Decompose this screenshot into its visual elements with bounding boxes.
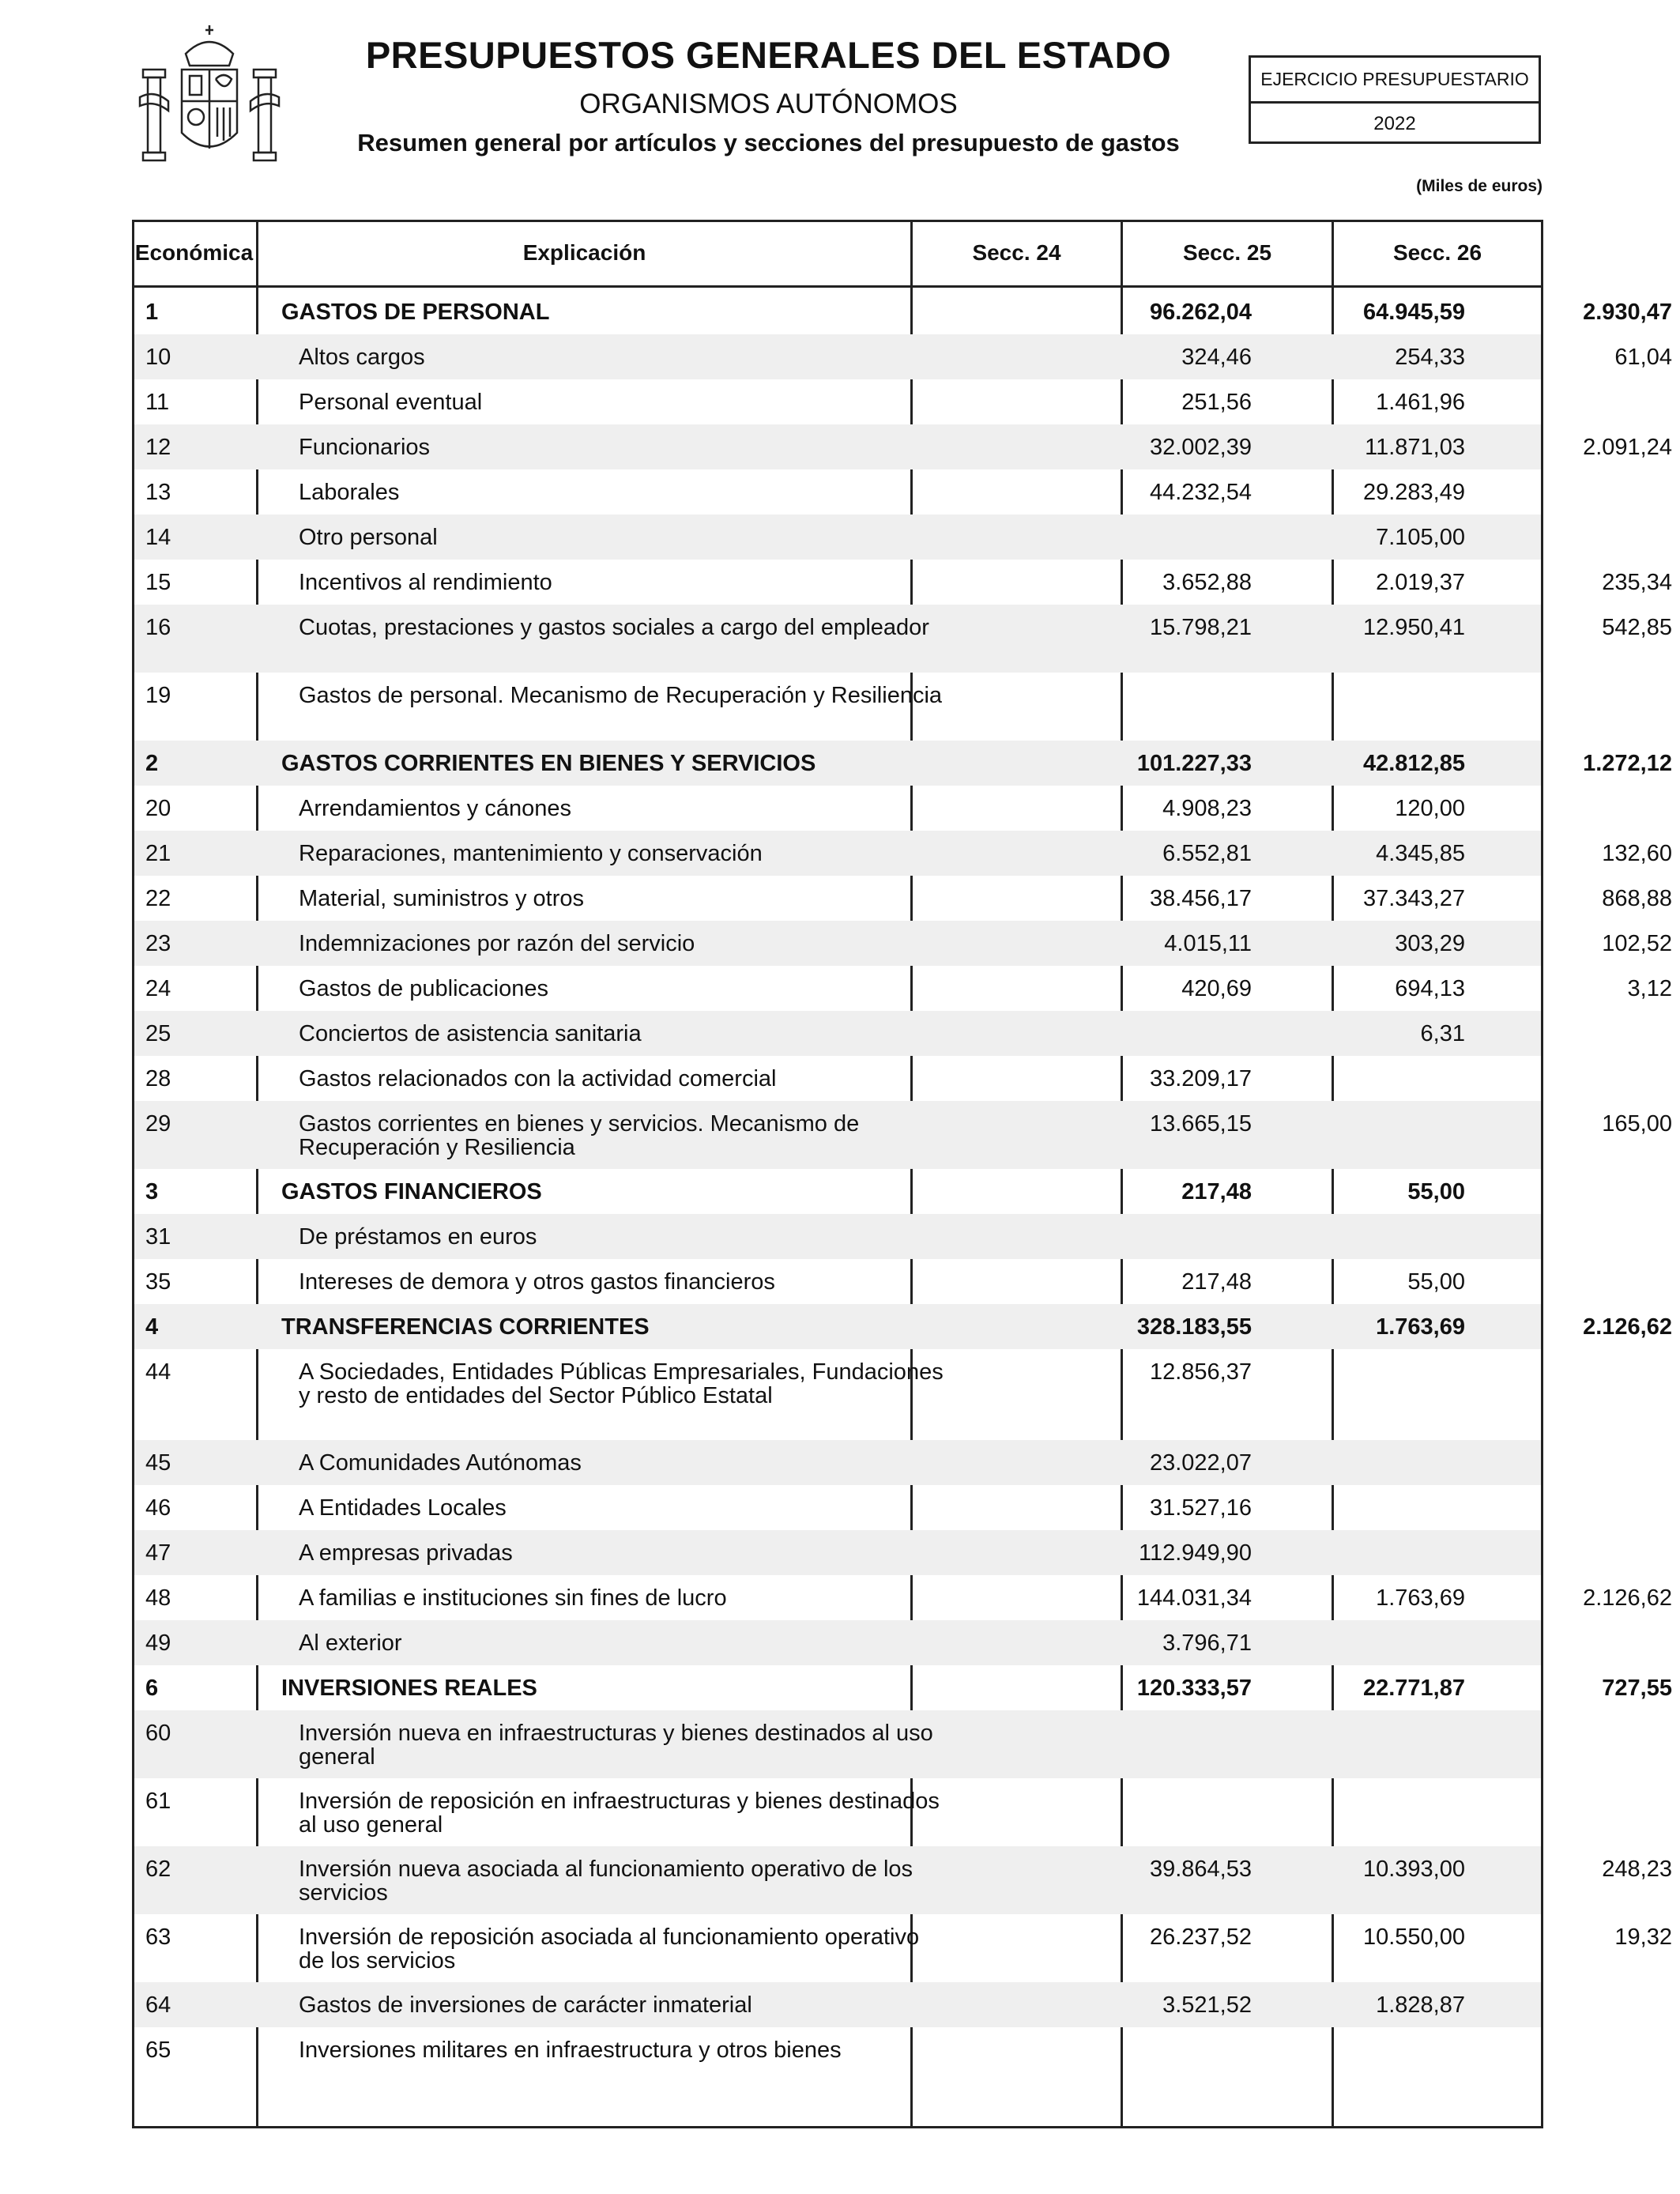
row-code: 13 (145, 480, 171, 505)
row-code: 31 (145, 1224, 171, 1250)
value-secc-24: 4.908,23 (1162, 796, 1252, 821)
table-row (134, 1056, 1541, 1101)
row-code: 11 (145, 390, 170, 415)
value-secc-25: 2.019,37 (1376, 570, 1465, 595)
table-row (134, 1914, 1672, 1982)
page-title: PRESUPUESTOS GENERALES DEL ESTADO (365, 34, 1172, 76)
row-description: Cuotas, prestaciones y gastos sociales a cargo del empleador (299, 615, 929, 640)
table-row (134, 673, 1541, 741)
value-secc-25: 64.945,59 (1362, 300, 1465, 325)
value-secc-24: 31.527,16 (1149, 1495, 1252, 1521)
table-row (134, 424, 1672, 469)
value-secc-26: 3,12 (1627, 976, 1672, 1001)
table-header (132, 220, 1543, 288)
row-description: Inversión de reposición en infraestructuras y bienes destinados al uso general (299, 1789, 940, 1838)
row-description: Inversión de reposición asociada al funcionamiento operativo de los servicios (299, 1924, 920, 1973)
value-secc-25: 694,13 (1395, 976, 1465, 1001)
row-description: A empresas privadas (299, 1540, 513, 1566)
value-secc-25: 4.345,85 (1376, 841, 1465, 866)
value-secc-25: 1.763,69 (1376, 1585, 1465, 1611)
row-description: Incentivos al rendimiento (299, 570, 552, 595)
value-secc-25: 303,29 (1395, 931, 1465, 956)
column-header-secc-26: Secc. 26 (1392, 240, 1482, 265)
row-code: 14 (145, 525, 171, 550)
value-secc-26: 1.272,12 (1583, 751, 1672, 776)
row-code: 24 (145, 976, 171, 1001)
row-code: 23 (145, 931, 171, 956)
value-secc-24: 44.232,54 (1149, 480, 1252, 505)
value-secc-25: 1.828,87 (1376, 1992, 1465, 2018)
table-row (134, 515, 1541, 560)
row-description: A familias e instituciones sin fines de lucro (299, 1585, 727, 1611)
value-secc-26: 165,00 (1602, 1111, 1672, 1137)
value-secc-25: 29.283,49 (1362, 480, 1465, 505)
row-description: Al exterior (299, 1630, 402, 1656)
value-secc-24: 101.227,33 (1136, 751, 1252, 776)
row-description: Inversiones militares en infraestructura y otros bienes (299, 2038, 842, 2063)
page-subtitle: ORGANISMOS AUTÓNOMOS (579, 89, 958, 119)
value-secc-24: 13.665,15 (1149, 1111, 1252, 1137)
value-secc-26: 235,34 (1602, 570, 1672, 595)
value-secc-26: 2.930,47 (1583, 300, 1672, 325)
table-row (134, 2027, 1541, 2120)
table-row (134, 1485, 1541, 1530)
value-secc-25: 12.950,41 (1362, 615, 1465, 640)
row-description: Conciertos de asistencia sanitaria (299, 1021, 642, 1046)
row-description: Gastos de publicaciones (299, 976, 548, 1001)
value-secc-26: 132,60 (1602, 841, 1672, 866)
row-code: 16 (145, 615, 171, 640)
row-code: 45 (145, 1450, 171, 1476)
table-row (134, 831, 1672, 876)
value-secc-26: 2.091,24 (1583, 435, 1672, 460)
row-code: 65 (145, 2038, 171, 2063)
table-row (134, 786, 1541, 831)
row-code: 64 (145, 1992, 171, 2018)
row-code: 49 (145, 1630, 171, 1656)
value-secc-26: 248,23 (1602, 1857, 1672, 1882)
table-row (134, 1620, 1541, 1665)
row-description: Gastos de personal. Mecanismo de Recuperación y Resiliencia (299, 683, 943, 708)
value-secc-24: 26.237,52 (1149, 1924, 1252, 1950)
row-description: Personal eventual (299, 390, 483, 415)
value-secc-24: 96.262,04 (1149, 300, 1252, 325)
value-secc-24: 6.552,81 (1162, 841, 1252, 866)
value-secc-25: 254,33 (1395, 345, 1465, 370)
table-body (134, 289, 1672, 2120)
row-description: Arrendamientos y cánones (299, 796, 571, 821)
table-row (134, 1575, 1672, 1620)
value-secc-26: 727,55 (1602, 1676, 1672, 1701)
value-secc-25: 37.343,27 (1362, 886, 1465, 911)
value-secc-24: 12.856,37 (1149, 1359, 1252, 1385)
row-code: 20 (145, 796, 171, 821)
table-row (134, 1169, 1541, 1214)
value-secc-25: 42.812,85 (1362, 751, 1465, 776)
value-secc-24: 251,56 (1181, 390, 1252, 415)
row-code: 3 (145, 1179, 159, 1204)
row-description: Otro personal (299, 525, 438, 550)
table-row (134, 921, 1672, 966)
row-description: GASTOS CORRIENTES EN BIENES Y SERVICIOS (281, 751, 816, 776)
table-row (134, 1778, 1541, 1846)
table-row (134, 1349, 1541, 1440)
table-row (134, 1665, 1672, 1710)
table-row (134, 1011, 1541, 1056)
row-code: 12 (145, 435, 171, 460)
value-secc-24: 3.521,52 (1162, 1992, 1252, 2018)
column-header-secc-24: Secc. 24 (972, 240, 1061, 265)
row-description: Altos cargos (299, 345, 425, 370)
table-row (134, 741, 1672, 786)
row-code: 19 (145, 683, 171, 708)
row-code: 2 (145, 751, 159, 776)
row-code: 44 (145, 1359, 171, 1385)
row-code: 61 (145, 1789, 171, 1814)
table-row (134, 876, 1672, 921)
value-secc-24: 33.209,17 (1149, 1066, 1252, 1091)
value-secc-25: 10.550,00 (1362, 1924, 1465, 1950)
value-secc-26: 2.126,62 (1583, 1585, 1672, 1611)
value-secc-24: 112.949,90 (1139, 1540, 1252, 1566)
value-secc-25: 55,00 (1407, 1179, 1465, 1204)
value-secc-25: 7.105,00 (1376, 525, 1465, 550)
value-secc-24: 3.652,88 (1162, 570, 1252, 595)
table-row (134, 289, 1672, 334)
value-secc-26: 542,85 (1602, 615, 1672, 640)
exercise-label: EJERCICIO PRESUPUESTARIO (1251, 58, 1539, 104)
table-row (134, 334, 1672, 379)
value-secc-24: 324,46 (1181, 345, 1252, 370)
row-description: Gastos relacionados con la actividad comercial (299, 1066, 777, 1091)
row-code: 21 (145, 841, 171, 866)
value-secc-24: 4.015,11 (1164, 931, 1252, 956)
table-row (134, 1101, 1672, 1169)
value-secc-26: 102,52 (1602, 931, 1672, 956)
column-header-secc-25: Secc. 25 (1182, 240, 1272, 265)
value-secc-24: 39.864,53 (1149, 1857, 1252, 1882)
table-row (134, 1846, 1672, 1914)
row-description: Indemnizaciones por razón del servicio (299, 931, 695, 956)
row-code: 48 (145, 1585, 171, 1611)
value-secc-25: 10.393,00 (1362, 1857, 1465, 1882)
value-secc-26: 61,04 (1614, 345, 1672, 370)
table-row (134, 966, 1672, 1011)
row-code: 46 (145, 1495, 171, 1521)
value-secc-24: 23.022,07 (1149, 1450, 1252, 1476)
value-secc-25: 1.763,69 (1376, 1314, 1465, 1340)
column-header-economica: Económica (134, 240, 254, 265)
value-secc-25: 11.871,03 (1365, 435, 1465, 460)
row-description: Intereses de demora y otros gastos financieros (299, 1269, 775, 1295)
exercise-year: 2022 (1373, 113, 1416, 134)
row-code: 35 (145, 1269, 171, 1295)
coat-of-arms-icon (130, 22, 288, 180)
value-secc-25: 1.461,96 (1376, 390, 1465, 415)
table-row (134, 469, 1541, 515)
row-description: Reparaciones, mantenimiento y conservación (299, 841, 763, 866)
value-secc-24: 144.031,34 (1136, 1585, 1252, 1611)
value-secc-25: 22.771,87 (1362, 1676, 1465, 1701)
row-description: Inversión nueva en infraestructuras y bienes destinados al uso general (299, 1721, 933, 1770)
table-row (134, 1530, 1541, 1575)
row-description: GASTOS FINANCIEROS (281, 1179, 542, 1204)
exercise-box (1249, 55, 1541, 144)
page-description: Resumen general por artículos y secciones del presupuesto de gastos (357, 129, 1180, 156)
value-secc-25: 55,00 (1407, 1269, 1465, 1295)
value-secc-26: 19,32 (1614, 1924, 1672, 1950)
column-header-explicacion: Explicación (522, 240, 646, 265)
row-code: 63 (145, 1924, 171, 1950)
row-code: 1 (145, 300, 159, 325)
row-description: Gastos de inversiones de carácter inmaterial (299, 1992, 752, 2018)
row-description: A Comunidades Autónomas (299, 1450, 582, 1476)
row-description: INVERSIONES REALES (281, 1676, 537, 1701)
value-secc-24: 217,48 (1181, 1179, 1252, 1204)
table-row (134, 1304, 1672, 1349)
table-row (134, 1214, 1541, 1259)
row-description: Gastos corrientes en bienes y servicios. Mecanismo de Recuperación y Resiliencia (299, 1111, 860, 1160)
row-code: 10 (145, 345, 171, 370)
row-code: 4 (145, 1314, 159, 1340)
row-description: Laborales (299, 480, 400, 505)
row-description: A Sociedades, Entidades Públicas Empresariales, Fundaciones y resto de entidades del Sector Público Estatal (299, 1359, 944, 1408)
row-description: Inversión nueva asociada al funcionamiento operativo de los servicios (299, 1857, 913, 1906)
row-description: De préstamos en euros (299, 1224, 537, 1250)
value-secc-24: 38.456,17 (1149, 886, 1252, 911)
table-row (134, 560, 1672, 605)
row-code: 47 (145, 1540, 171, 1566)
value-secc-24: 15.798,21 (1149, 615, 1252, 640)
value-secc-24: 3.796,71 (1162, 1630, 1252, 1656)
table-row (134, 1259, 1541, 1304)
table-row (134, 1982, 1541, 2027)
row-code: 28 (145, 1066, 171, 1091)
row-description: TRANSFERENCIAS CORRIENTES (281, 1314, 650, 1340)
row-description: GASTOS DE PERSONAL (281, 300, 550, 325)
row-description: Funcionarios (299, 435, 431, 460)
row-code: 22 (145, 886, 171, 911)
value-secc-26: 868,88 (1602, 886, 1672, 911)
row-description: A Entidades Locales (299, 1495, 507, 1521)
row-code: 25 (145, 1021, 171, 1046)
value-secc-24: 328.183,55 (1136, 1314, 1252, 1340)
table-row (134, 379, 1541, 424)
value-secc-25: 120,00 (1395, 796, 1465, 821)
value-secc-26: 2.126,62 (1583, 1314, 1672, 1340)
value-secc-24: 217,48 (1181, 1269, 1252, 1295)
row-code: 15 (145, 570, 171, 595)
value-secc-24: 420,69 (1181, 976, 1252, 1001)
value-secc-24: 120.333,57 (1136, 1676, 1252, 1701)
units-label: (Miles de euros) (1416, 177, 1543, 195)
value-secc-25: 6,31 (1420, 1021, 1465, 1046)
value-secc-24: 32.002,39 (1149, 435, 1252, 460)
row-code: 29 (145, 1111, 171, 1137)
row-code: 6 (145, 1676, 159, 1701)
row-code: 60 (145, 1721, 171, 1746)
row-description: Material, suministros y otros (299, 886, 584, 911)
row-code: 62 (145, 1857, 171, 1882)
table-row (134, 605, 1672, 673)
table-row (134, 1710, 1541, 1778)
table-row (134, 1440, 1541, 1485)
